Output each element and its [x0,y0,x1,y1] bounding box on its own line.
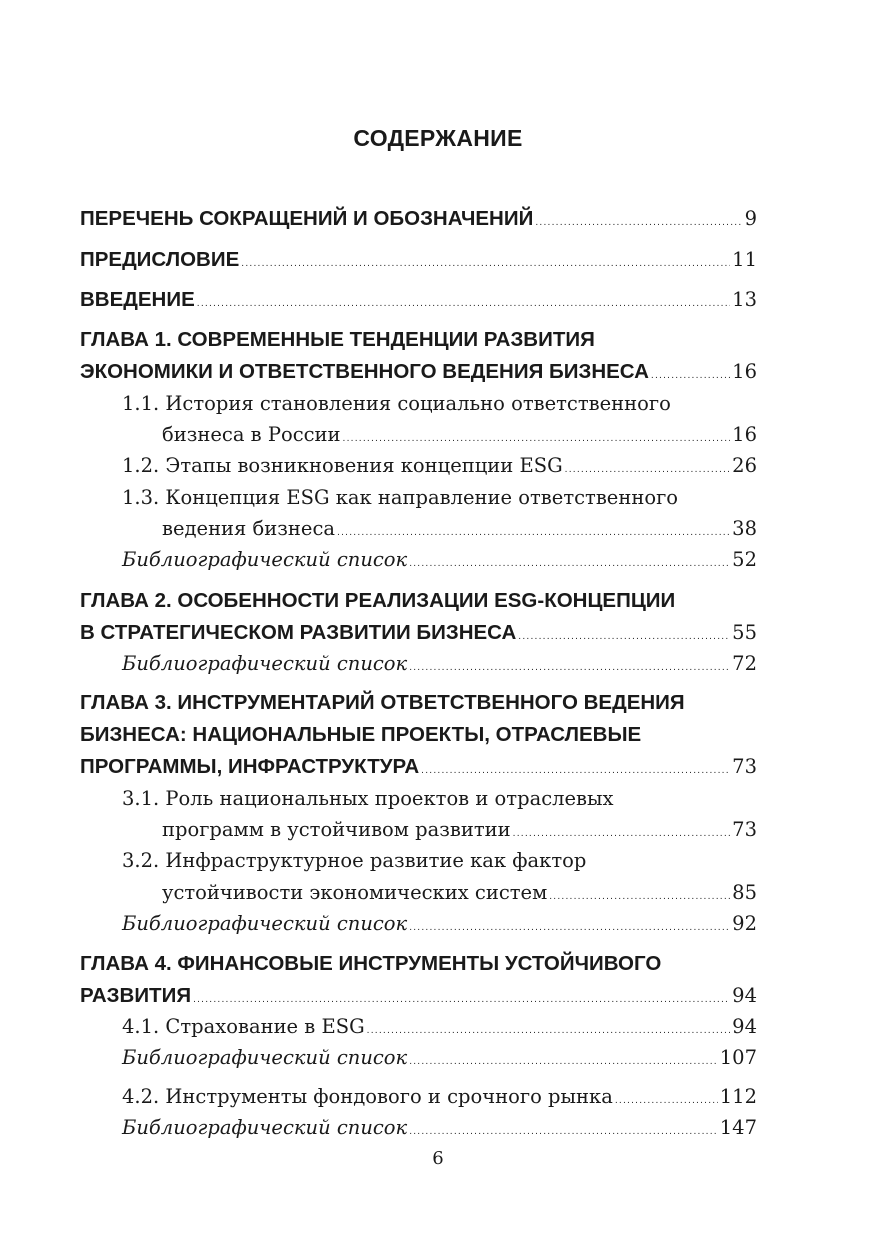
entry-title: Библиографический список [122,548,408,571]
toc-section-1-3 [80,513,757,545]
toc-section-1-1 [80,419,757,451]
entry-page: 11 [732,248,757,271]
entry-page: 73 [732,818,757,841]
dot-leader [343,435,731,444]
dot-leader [409,1058,718,1067]
entry-page: 147 [719,1116,757,1139]
entry-page: 52 [732,548,757,571]
toc-section-1-3-line1: 1.3. Концепция ESG как направление ответственного [122,486,679,509]
entry-title: 4.2. Инструменты фондового и срочного рынка [122,1085,613,1108]
entry-title: ВВЕДЕНИЕ [80,288,195,311]
entry-title: РАЗВИТИЯ [80,984,192,1007]
entry-title: ведения бизнеса [162,517,336,540]
entry-page: 16 [732,423,757,446]
dot-leader [241,260,730,269]
entry-page: 9 [744,207,757,230]
toc-section-3-2 [80,877,757,909]
entry-title: 1.2. Этапы возникновения концепции ESG [122,454,563,477]
entry-page: 55 [732,621,757,644]
toc-section-1-2 [80,450,757,482]
dot-leader [565,466,731,475]
toc-bibliography-ch3 [80,908,757,940]
entry-page: 107 [719,1046,757,1069]
toc-title: СОДЕРЖАНИЕ [353,125,523,151]
entry-page: 38 [732,517,757,540]
dot-leader [549,893,730,902]
dot-leader [193,996,730,1005]
toc-section-3-1-line1: 3.1. Роль национальных проектов и отраслевых [122,787,614,810]
entry-title: ПРЕДИСЛОВИЕ [80,248,240,271]
page-number: 6 [432,1148,444,1169]
dot-leader [615,1097,718,1106]
toc-chapter-3-line2: БИЗНЕСА: НАЦИОНАЛЬНЫЕ ПРОЕКТЫ, ОТРАСЛЕВЫЕ [80,723,642,746]
entry-title: Библиографический список [122,652,408,675]
dot-leader [535,219,742,228]
toc-section-1-1-line1: 1.1. История становления социально ответственного [122,392,671,415]
entry-title: Библиографический список [122,1046,408,1069]
entry-page: 13 [732,288,757,311]
dot-leader [367,1027,731,1036]
toc-chapter-4 [80,980,757,1012]
dot-leader [197,300,730,309]
toc-chapter-1 [80,356,757,388]
entry-title: ЭКОНОМИКИ И ОТВЕТСТВЕННОГО ВЕДЕНИЯ БИЗНЕСА [80,360,649,383]
dot-leader [409,924,730,933]
entry-title: бизнеса в России [162,423,341,446]
toc-chapter-2 [80,617,757,649]
toc-chapter-4-line1: ГЛАВА 4. ФИНАНСОВЫЕ ИНСТРУМЕНТЫ УСТОЙЧИВОГО [80,952,662,975]
toc-section-4-2 [80,1081,757,1113]
entry-page: 73 [732,755,757,778]
entry-title: устойчивости экономических систем [162,881,548,904]
toc-entry-abbreviations [80,203,757,235]
entry-title: ПРОГРАММЫ, ИНФРАСТРУКТУРА [80,755,420,778]
entry-title: ПЕРЕЧЕНЬ СОКРАЩЕНИЙ И ОБОЗНАЧЕНИЙ [80,207,534,230]
toc-entry-preface [80,244,757,276]
dot-leader [409,1128,718,1137]
entry-page: 94 [732,1015,757,1038]
toc-chapter-3-line1: ГЛАВА 3. ИНСТРУМЕНТАРИЙ ОТВЕТСТВЕННОГО ВЕДЕНИЯ [80,691,685,714]
toc-chapter-2-line1: ГЛАВА 2. ОСОБЕННОСТИ РЕАЛИЗАЦИИ ESG-КОНЦЕПЦИИ [80,589,676,612]
toc-section-3-2-line1: 3.2. Инфраструктурное развитие как фактор [122,849,587,872]
dot-leader [518,633,730,642]
dot-leader [651,372,730,381]
toc-section-4-1 [80,1011,757,1043]
entry-title: 4.1. Страхование в ESG [122,1015,365,1038]
entry-page: 26 [732,454,757,477]
dot-leader [409,560,730,569]
entry-page: 16 [732,360,757,383]
entry-title: В СТРАТЕГИЧЕСКОМ РАЗВИТИИ БИЗНЕСА [80,621,517,644]
dot-leader [337,529,730,538]
entry-page: 85 [732,881,757,904]
toc-bibliography-4-1 [80,1042,757,1074]
entry-page: 72 [732,652,757,675]
entry-page: 94 [732,984,757,1007]
entry-title: Библиографический список [122,912,408,935]
dot-leader [513,830,731,839]
dot-leader [409,664,730,673]
dot-leader [421,767,730,776]
toc-bibliography-4-2 [80,1112,757,1144]
toc-chapter-3 [80,751,757,783]
entry-title: Библиографический список [122,1116,408,1139]
entry-page: 92 [732,912,757,935]
toc-bibliography-ch2 [80,648,757,680]
toc-chapter-1-line1: ГЛАВА 1. СОВРЕМЕННЫЕ ТЕНДЕНЦИИ РАЗВИТИЯ [80,328,595,351]
entry-title: программ в устойчивом развитии [162,818,511,841]
toc-entry-introduction [80,284,757,316]
entry-page: 112 [719,1085,757,1108]
toc-section-3-1 [80,814,757,846]
toc-bibliography-ch1 [80,544,757,576]
